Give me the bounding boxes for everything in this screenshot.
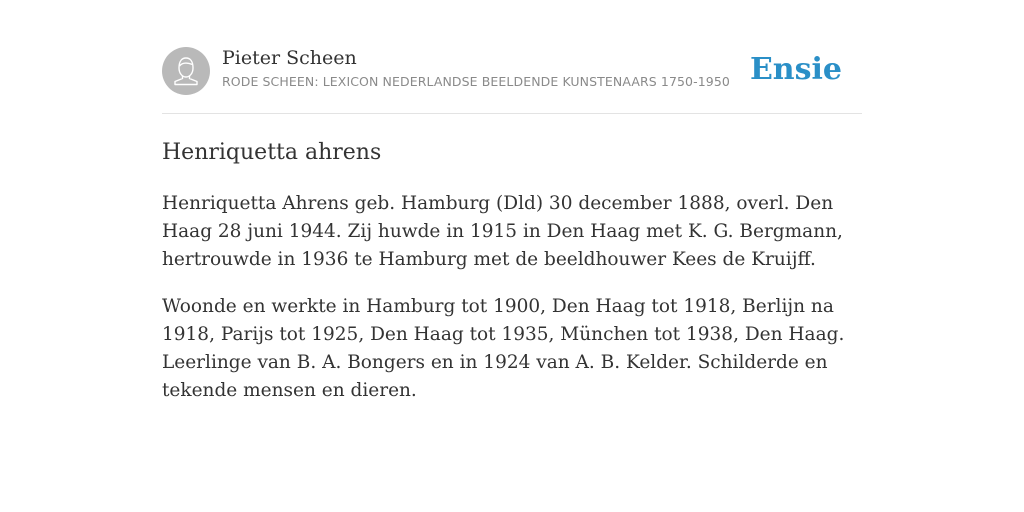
author-avatar	[162, 47, 210, 95]
user-silhouette-icon	[162, 47, 210, 95]
article-paragraph: Woonde en werkte in Hamburg tot 1900, Den Haag tot 1918, Berlijn na 1918, Parijs tot 1925, Den Haag tot 1935, München tot 1938, Den Haag. Leerlinge van B. A. Bongers en in 1924 van A. B. Kelder. Schilderde en tekende mensen en dieren.	[162, 296, 845, 401]
article-header	[162, 46, 862, 114]
source-title[interactable]: RODE SCHEEN: LEXICON NEDERLANDSE BEELDENDE KUNSTENAARS 1750-1950	[222, 74, 730, 89]
article-paragraph: Henriquetta Ahrens geb. Hamburg (Dld) 30 december 1888, overl. Den Haag 28 juni 1944. Zij huwde in 1915 in Den Haag met K. G. Bergmann, hertrouwde in 1936 te Hamburg met de beeldhouwer Kees de Kruijff.	[162, 193, 843, 270]
ensie-logo[interactable]: Ensie	[749, 52, 842, 87]
article-title: Henriquetta ahrens	[162, 140, 382, 165]
article-body	[162, 190, 862, 424]
author-name[interactable]: Pieter Scheen	[222, 47, 357, 69]
